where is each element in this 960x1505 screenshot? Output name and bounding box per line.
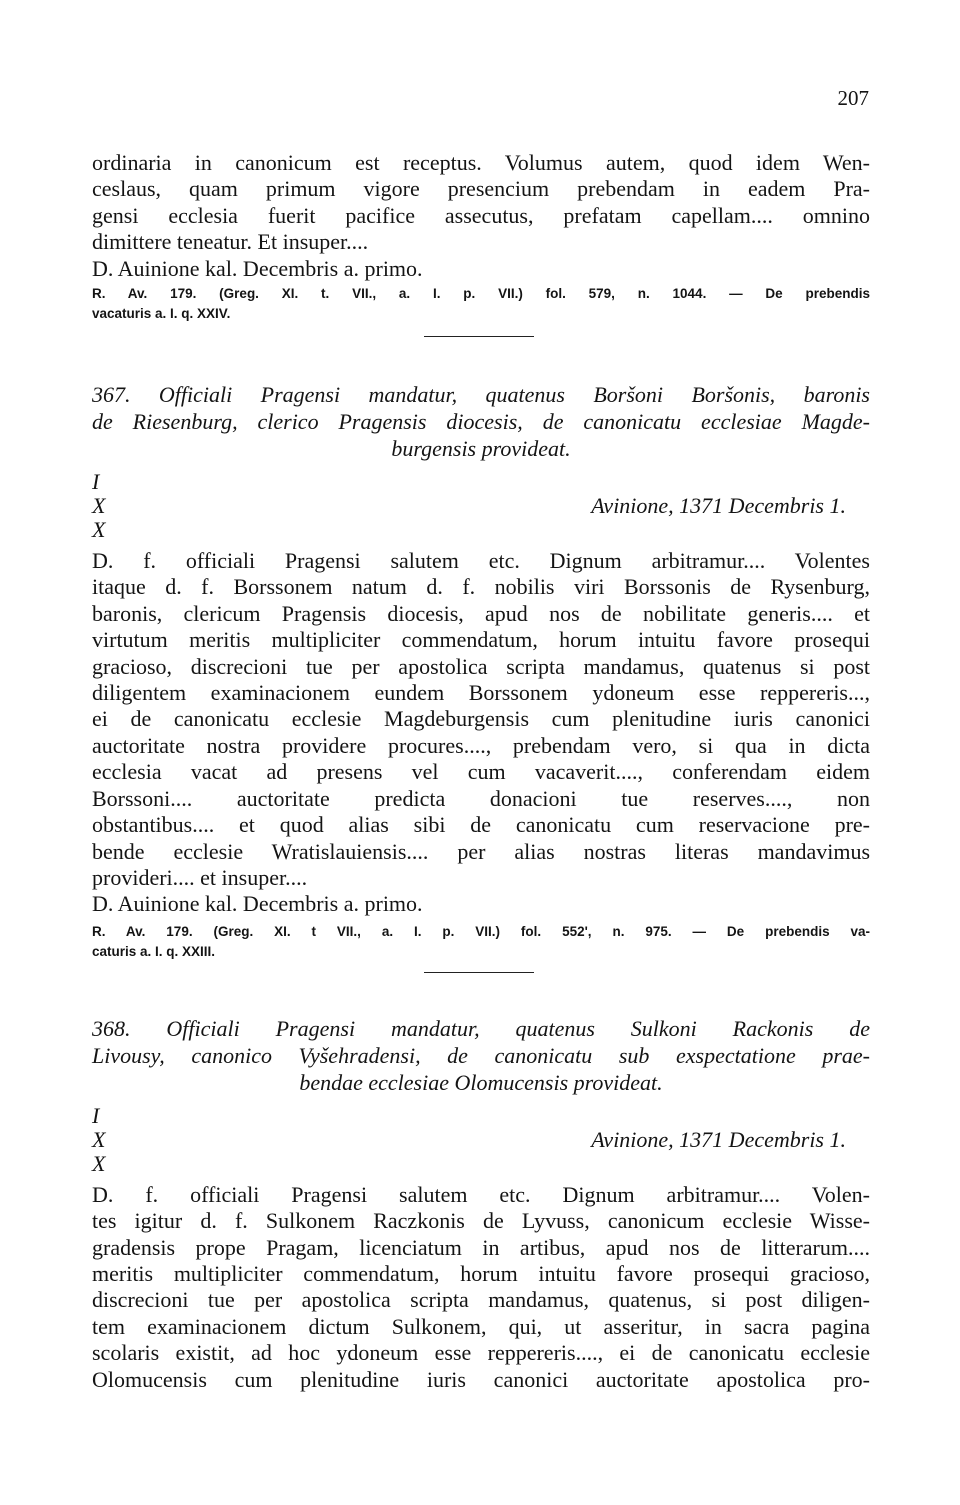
text-line: gradensis prope Pragam, licenciatum in artibus, apud nos de litterarum.... (92, 1234, 870, 1260)
text-line: gracioso, discrecioni tue per apostolica scripta mandamus, quatenus si post (92, 653, 870, 679)
dating-line: D. Auinione kal. Decembris a. primo. (92, 255, 423, 281)
text-line: gensi ecclesia fuerit pacifice assecutus, prefatam capellam.... omnino (92, 202, 870, 228)
text-line: D. f. officiali Pragensi salutem etc. Dignum arbitramur.... Volentes (92, 548, 870, 574)
page-body (92, 150, 870, 1393)
margin-mark: X (92, 493, 106, 519)
entry-368 (92, 1015, 870, 1393)
title-line: de Riesenburg, clerico Pragensis diocesis, de canonicatu ecclesiae Magde- (92, 409, 870, 435)
text-line: baronis, clericum Pragensis diocesis, apud nos de nobilitate generis.... et (92, 600, 870, 626)
title-line: bendae ecclesiae Olomucensis provideat. (299, 1069, 663, 1095)
text-line: ei de canonicatu ecclesie Magdeburgensis cum plenitudine iuris canonici (92, 706, 870, 732)
title-line: burgensis provideat. (391, 436, 571, 462)
margin-mark: X (92, 517, 106, 543)
text-line: virtutum meritis multipliciter commendatum, horum intuitu favore prosequi (92, 627, 870, 653)
text-line: Olomucensis cum plenitudine iuris canonici auctoritate apostolica pro- (92, 1366, 870, 1392)
archival-note (92, 284, 870, 324)
text-line: tes igitur d. f. Sulkonem Raczkonis de Lyvuss, canonicum ecclesie Wisse- (92, 1208, 870, 1234)
entry-367 (92, 381, 870, 962)
text-line: dimittere teneatur. Et insuper.... (92, 229, 369, 255)
dating-line: D. Auinione kal. Decembris a. primo. (92, 891, 423, 917)
text-line: provideri.... et insuper.... (92, 864, 308, 890)
text-line: diligentem examinacionem eundem Borssonem ydoneum esse reppereris..., (92, 680, 870, 706)
text-line: Borssoni.... auctoritate predicta donacioni tue reserves...., non (92, 785, 870, 811)
place-date: Avinione, 1371 Decembris 1. (591, 1126, 846, 1152)
note-line: R. Av. 179. (Greg. XI. t VII., a. I. p. VII.) fol. 552', n. 975. — De prebendis va- (92, 923, 870, 939)
note-line: R. Av. 179. (Greg. XI. t. VII., a. I. p. VII.) fol. 579, n. 1044. — De prebendis (92, 286, 870, 302)
page-number: 207 (837, 86, 869, 110)
text-line: ceslaus, quam primum vigore presencium prebendam in eadem Pra- (92, 176, 870, 202)
margin-mark: X (92, 1126, 106, 1152)
date-block (92, 470, 870, 542)
text-line: discrecioni tue per apostolica scripta mandamus, quatenus, si post diligen- (92, 1287, 870, 1313)
note-line: vacaturis a. I. q. XXIV. (92, 306, 231, 322)
text-line: scolaris existit, ad hoc ydoneum esse reppereris...., ei de canonicatu ecclesie (92, 1340, 870, 1366)
title-line: 367. Officiali Pragensi mandatur, quatenus Boršoni Boršonis, baronis (92, 382, 870, 408)
entry-title (92, 1015, 870, 1096)
margin-mark: X (92, 1150, 106, 1176)
section-divider (424, 972, 534, 973)
margin-mark: I (92, 1102, 100, 1128)
entry-title (92, 381, 870, 462)
text-line: D. f. officiali Pragensi salutem etc. Dignum arbitramur.... Volen- (92, 1181, 870, 1207)
title-line: 368. Officiali Pragensi mandatur, quatenus Sulkoni Rackonis de (92, 1015, 870, 1041)
note-line: caturis a. I. q. XXIII. (92, 943, 216, 959)
text-line: ordinaria in canonicum est receptus. Volumus autem, quod idem Wen- (92, 150, 870, 175)
text-line: obstantibus.... et quod alias sibi de canonicatu cum reservacione pre- (92, 812, 870, 838)
text-line: auctoritate nostra providere procures...., prebendam vero, si qua in dicta (92, 732, 870, 758)
text-line: ecclesia vacat ad presens vel cum vacaverit...., conferendam eidem (92, 759, 870, 785)
entry-text (92, 548, 870, 918)
entry-text (92, 1182, 870, 1393)
intro-paragraph (92, 150, 870, 324)
text-line: meritis multipliciter commendatum, horum intuitu favore prosequi gracioso, (92, 1260, 870, 1286)
archival-note (92, 922, 870, 962)
text-line: bende ecclesie Wratislauiensis.... per alias nostras literas mandavimus (92, 838, 870, 864)
margin-mark: I (92, 469, 100, 495)
section-divider (424, 336, 534, 337)
text-line: itaque d. f. Borssonem natum d. f. nobilis viri Borssonis de Rysenburg, (92, 574, 870, 600)
date-block (92, 1104, 870, 1176)
place-date: Avinione, 1371 Decembris 1. (591, 493, 846, 519)
text-line: tem examinacionem dictum Sulkonem, qui, ut asseritur, in sacra pagina (92, 1313, 870, 1339)
title-line: Livousy, canonico Vyšehradensi, de canonicatu sub exspectatione prae- (92, 1042, 870, 1068)
